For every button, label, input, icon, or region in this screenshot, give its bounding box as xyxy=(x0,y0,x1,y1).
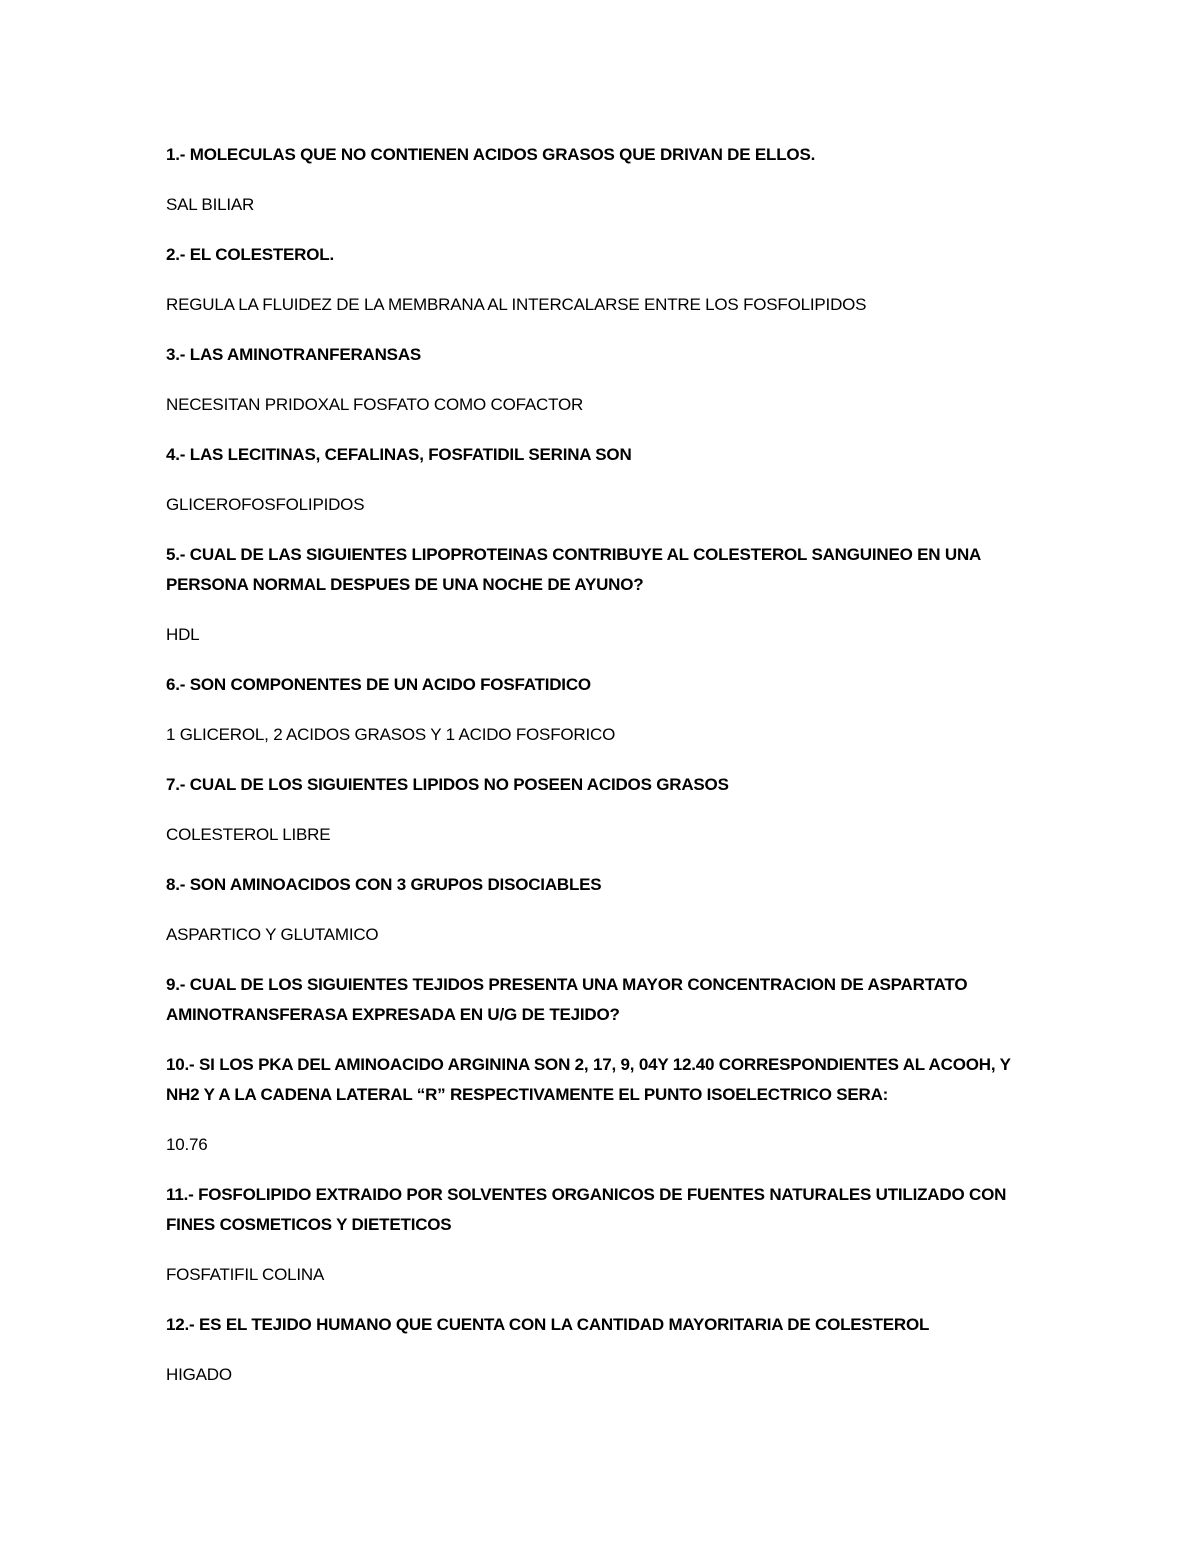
answer-8: ASPARTICO Y GLUTAMICO xyxy=(166,925,379,944)
question-3: 3.- LAS AMINOTRANFERANSAS xyxy=(166,345,422,364)
question-6: 6.- SON COMPONENTES DE UN ACIDO FOSFATIDICO xyxy=(166,675,591,694)
answer-4: GLICEROFOSFOLIPIDOS xyxy=(166,495,365,514)
answer-3: NECESITAN PRIDOXAL FOSFATO COMO COFACTOR xyxy=(166,395,584,414)
question-10: 10.- SI LOS PKA DEL AMINOACIDO ARGININA SON 2, 17, 9, 04Y 12.40 CORRESPONDIENTES AL ACOOH, Y NH2 Y A LA CADENA LATERAL “R” RESPECTIVAMENTE EL PUNTO ISOELECTRICO SERA: xyxy=(166,1055,1011,1104)
question-11: 11.- FOSFOLIPIDO EXTRAIDO POR SOLVENTES ORGANICOS DE FUENTES NATURALES UTILIZADO CON FINES COSMETICOS Y DIETETICOS xyxy=(166,1185,1007,1234)
answer-11: FOSFATIFIL COLINA xyxy=(166,1265,325,1284)
question-9: 9.- CUAL DE LOS SIGUIENTES TEJIDOS PRESENTA UNA MAYOR CONCENTRACION DE ASPARTATO AMINOTRANSFERASA EXPRESADA EN U/G DE TEJIDO? xyxy=(166,975,968,1024)
answer-10: 10.76 xyxy=(166,1135,208,1154)
answer-5: HDL xyxy=(166,625,200,644)
question-7: 7.- CUAL DE LOS SIGUIENTES LIPIDOS NO POSEEN ACIDOS GRASOS xyxy=(166,775,729,794)
question-12: 12.- ES EL TEJIDO HUMANO QUE CUENTA CON LA CANTIDAD MAYORITARIA DE COLESTEROL xyxy=(166,1315,930,1334)
question-2: 2.- EL COLESTEROL. xyxy=(166,245,334,264)
answer-12: HIGADO xyxy=(166,1365,232,1384)
document-content xyxy=(166,140,1046,1390)
question-8: 8.- SON AMINOACIDOS CON 3 GRUPOS DISOCIABLES xyxy=(166,875,602,894)
answer-7: COLESTEROL LIBRE xyxy=(166,825,331,844)
answer-1: SAL BILIAR xyxy=(166,195,255,214)
question-5: 5.- CUAL DE LAS SIGUIENTES LIPOPROTEINAS CONTRIBUYE AL COLESTEROL SANGUINEO EN UNA PERSONA NORMAL DESPUES DE UNA NOCHE DE AYUNO? xyxy=(166,545,981,594)
question-1: 1.- MOLECULAS QUE NO CONTIENEN ACIDOS GRASOS QUE DRIVAN DE ELLOS. xyxy=(166,145,816,164)
answer-6: 1 GLICEROL, 2 ACIDOS GRASOS Y 1 ACIDO FOSFORICO xyxy=(166,725,616,744)
question-4: 4.- LAS LECITINAS, CEFALINAS, FOSFATIDIL SERINA SON xyxy=(166,445,632,464)
answer-2: REGULA LA FLUIDEZ DE LA MEMBRANA AL INTERCALARSE ENTRE LOS FOSFOLIPIDOS xyxy=(166,295,867,314)
